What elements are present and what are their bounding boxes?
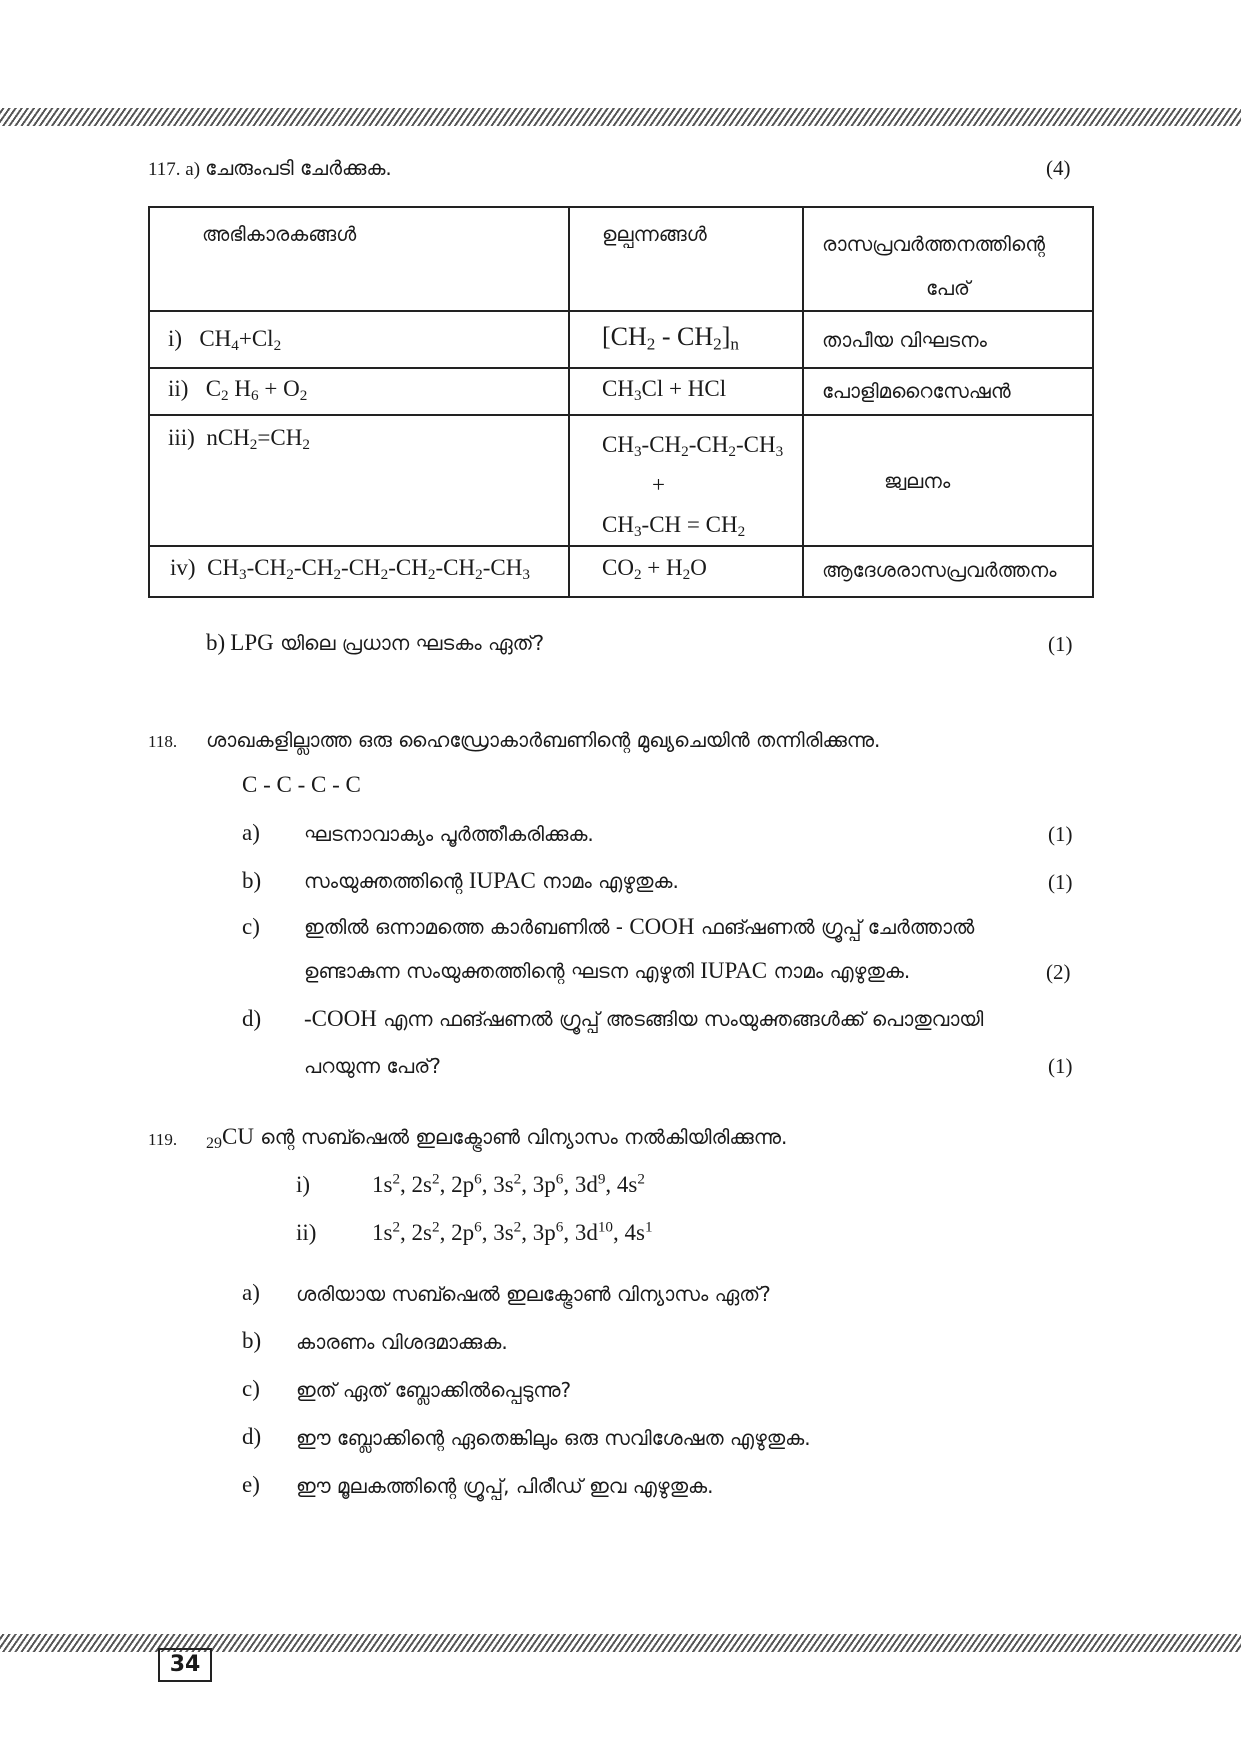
text-part: ന്റെ സബ്ഷെൽ ഇലക്ട്രോൺ വിന്യാസം നൽകിയിരിക്കുന്നു. — [253, 1125, 788, 1149]
q118c-label: c) — [242, 914, 260, 939]
q117b-label: b) — [206, 630, 226, 655]
q118d-line2: പറയുന്ന പേര്? — [304, 1054, 441, 1078]
formula-part: -CH — [435, 555, 476, 580]
formula-sub: 2 — [221, 386, 229, 404]
text-part: എന്ന ഫങ്ഷണൽ ഗ്രൂപ്പ് അടങ്ങിയ സംയുക്തങ്ങൾക്ക് പൊതുവായി — [376, 1007, 984, 1031]
formula-part: -CH — [341, 555, 381, 580]
row1-reactant — [149, 311, 569, 368]
text-part: സംയുക്തത്തിന്റെ — [304, 869, 469, 893]
formula-sub: 2 — [302, 435, 310, 453]
q119-opt1-config — [372, 1172, 645, 1198]
formula-part: nCH — [206, 425, 250, 450]
config-sup: 10 — [597, 1218, 613, 1236]
formula-part: H — [228, 376, 252, 401]
config-part: , 3d — [563, 1220, 598, 1245]
header-reaction-name — [803, 207, 1093, 311]
q117b-text: യിലെ പ്രധാന ഘടകം ഏത്? — [273, 631, 545, 655]
config-sup: 2 — [392, 1170, 401, 1188]
config-part: 1s — [372, 1220, 393, 1245]
formula-part: + H — [641, 555, 683, 580]
q119e-label: e) — [242, 1472, 260, 1497]
q119c-label: c) — [242, 1376, 260, 1401]
formula-sub: 3 — [775, 442, 784, 460]
row3-name: ജ്വലനം — [803, 415, 1093, 546]
row3-product — [569, 415, 803, 546]
q119a-label: a) — [242, 1280, 260, 1305]
formula-sub: 2 — [427, 565, 436, 583]
q118-text: ശാഖകളില്ലാത്ത ഒരു ഹൈഡ്രോകാർബണിന്റെ മുഖ്യചെയിൻ തന്നിരിക്കുന്നു. — [206, 728, 881, 752]
header-reaction-name-line2: പേര് — [926, 276, 970, 300]
config-part: , 3s — [481, 1220, 514, 1245]
q118d-label: d) — [242, 1006, 262, 1031]
q118c-line1 — [304, 914, 974, 940]
q117b-text-lpg: LPG — [230, 630, 274, 655]
config-part: , 2p — [439, 1220, 475, 1245]
formula-part: -CH — [293, 555, 334, 580]
row4-reactant — [149, 546, 569, 597]
config-sup: 2 — [432, 1170, 440, 1188]
row-label: iii) — [168, 425, 195, 450]
formula-part: Cl + HCl — [641, 376, 727, 401]
formula-sub: 3 — [633, 442, 642, 460]
text-iupac: IUPAC — [468, 868, 536, 893]
q119b-text: കാരണം വിശദമാക്കുക. — [296, 1330, 508, 1354]
text-part: ഉണ്ടാകുന്ന സംയുക്തത്തിന്റെ ഘടന എഴുതി — [304, 959, 701, 983]
text-cooh: -COOH — [304, 1006, 377, 1031]
formula-sub: 3 — [522, 565, 530, 583]
q118-number: 118. — [148, 732, 178, 751]
formula-part: + O — [258, 376, 300, 401]
formula-sub: 2 — [633, 565, 642, 583]
formula-sub: 2 — [713, 334, 722, 354]
formula-sub: 2 — [273, 336, 282, 354]
page-number: 34 — [158, 1648, 212, 1682]
row4-product — [569, 546, 803, 597]
atomic-number: 29 — [206, 1135, 222, 1152]
q118b-text — [304, 868, 679, 894]
formula-sub: 2 — [737, 522, 746, 540]
config-sup: 1 — [644, 1218, 653, 1236]
text-part: ഇതിൽ ഒന്നാമത്തെ കാർബണിൽ - — [304, 915, 630, 939]
table-row — [149, 415, 1093, 546]
header-reactants: അഭികാരകങ്ങൾ — [149, 207, 569, 311]
q119d-text: ഈ ബ്ലോക്കിന്റെ ഏതെങ്കിലും ഒരു സവിശേഷത എഴുതുക. — [296, 1426, 811, 1450]
q118b-label: b) — [242, 868, 262, 893]
q118c-marks: (2) — [1046, 960, 1071, 984]
formula-sub: n — [730, 334, 739, 354]
row3-reactant — [149, 415, 569, 546]
formula-sub: 2 — [475, 565, 483, 583]
row2-reactant — [149, 368, 569, 415]
table-row — [149, 546, 1093, 597]
formula-part: C — [205, 376, 222, 401]
formula-part: -CH — [388, 555, 428, 580]
config-sup: 2 — [637, 1170, 645, 1188]
formula-part: -CH — [641, 432, 682, 457]
q118a-text: ഘടനാവാക്യം പൂർത്തീകരിക്കുക. — [304, 822, 594, 846]
row-label: ii) — [168, 376, 189, 401]
text-part: നാമം എഴുതുക. — [767, 959, 911, 983]
config-sup: 2 — [432, 1218, 440, 1236]
q119e-text: ഈ മൂലകത്തിന്റെ ഗ്രൂപ്പ്, പിരീഡ് ഇവ എഴുതുക. — [296, 1474, 714, 1498]
formula-sub: 2 — [380, 565, 389, 583]
table-row — [149, 311, 1093, 368]
formula-part: +Cl — [238, 326, 274, 351]
formula-part: =CH — [257, 425, 303, 450]
formula-part: -CH — [246, 555, 287, 580]
q119-opt2-label: ii) — [296, 1220, 317, 1245]
q119-opt1-label: i) — [296, 1172, 311, 1197]
q118a-marks: (1) — [1048, 822, 1073, 846]
row-label: i) — [168, 326, 183, 351]
text-cooh: COOH — [629, 914, 695, 939]
q117b-marks: (1) — [1048, 632, 1073, 656]
formula-part: CH — [602, 512, 634, 537]
q118c-line2 — [304, 958, 910, 984]
formula-part: [CH — [602, 322, 647, 351]
formula-part: -CH — [482, 555, 523, 580]
table-header-row — [149, 207, 1093, 311]
q117-number: 117. a) — [148, 159, 201, 180]
formula-part: CH — [207, 555, 240, 580]
formula-sub: 3 — [633, 522, 642, 540]
formula-sub: 4 — [231, 336, 239, 354]
formula-part: O — [690, 555, 707, 580]
config-part: , 4s — [613, 1220, 645, 1245]
q119a-text: ശരിയായ സബ്ഷെൽ ഇലക്ട്രോൺ വിന്യാസം ഏത്? — [296, 1282, 771, 1306]
header-products: ഉല്പന്നങ്ങൾ — [569, 207, 803, 311]
formula-part: -CH — [688, 432, 729, 457]
formula-sub: 2 — [681, 442, 689, 460]
formula-sub: 2 — [333, 565, 342, 583]
q119-opt2-config — [372, 1220, 653, 1246]
formula-sub: 2 — [646, 334, 656, 354]
q118d-marks: (1) — [1048, 1054, 1073, 1078]
q117-marks: (4) — [1046, 156, 1071, 180]
config-sup: 2 — [513, 1170, 522, 1188]
config-part: , 3d — [563, 1172, 598, 1197]
config-sup: 6 — [474, 1170, 482, 1188]
row2-name: പോളിമറൈസേഷൻ — [803, 368, 1093, 415]
q119c-text: ഇത് ഏത് ബ്ലോക്കിൽപ്പെടുന്നു? — [296, 1378, 572, 1402]
config-part: , 2s — [400, 1172, 432, 1197]
formula-part: -CH = CH — [641, 512, 738, 537]
formula-sub: 6 — [251, 386, 259, 404]
config-part: , 3s — [481, 1172, 514, 1197]
header-reaction-name-line1: രാസപ്രവർത്തനത്തിന്റെ — [822, 232, 1046, 256]
config-part: 1s — [372, 1172, 393, 1197]
formula-part: CH — [199, 326, 232, 351]
reaction-match-table — [148, 206, 1094, 598]
q119-text — [206, 1124, 787, 1150]
config-sup: 2 — [513, 1218, 522, 1236]
q117-text: ചേരുംപടി ചേർക്കുക. — [205, 156, 392, 180]
formula-sub: 3 — [239, 565, 247, 583]
formula-part: CO — [602, 555, 634, 580]
q119b-label: b) — [242, 1328, 262, 1353]
element-symbol: CU — [222, 1124, 254, 1149]
config-part: , 4s — [605, 1172, 638, 1197]
config-part: , 3p — [521, 1172, 556, 1197]
config-sup: 9 — [597, 1170, 606, 1188]
config-sup: 2 — [392, 1218, 401, 1236]
row1-name: താപീയ വിഘടനം — [803, 311, 1093, 368]
config-part: , 2p — [439, 1172, 475, 1197]
row1-product — [569, 311, 803, 368]
q118-chain: C - C - C - C — [242, 772, 361, 797]
product-line-2 — [602, 505, 802, 545]
text-part: ഫങ്ഷണൽ ഗ്രൂപ്പ് ചേർത്താൽ — [694, 915, 975, 939]
product-plus: + — [652, 472, 665, 497]
product-line-1 — [602, 425, 802, 465]
row2-product — [569, 368, 803, 415]
formula-sub: 2 — [249, 435, 258, 453]
row4-name: ആദേശരാസപ്രവർത്തനം — [803, 546, 1093, 597]
text-iupac: IUPAC — [700, 958, 768, 983]
formula-part: - CH — [655, 322, 714, 351]
formula-sub: 2 — [728, 442, 736, 460]
formula-sub: 2 — [299, 386, 308, 404]
q119d-label: d) — [242, 1424, 262, 1449]
top-hatch-border — [0, 108, 1241, 126]
formula-part: ] — [721, 322, 731, 351]
formula-sub: 2 — [682, 565, 691, 583]
formula-part: CH — [602, 376, 634, 401]
table-row — [149, 368, 1093, 415]
config-sup: 6 — [555, 1170, 564, 1188]
config-sup: 6 — [555, 1218, 564, 1236]
config-part: , 2s — [400, 1220, 432, 1245]
q118d-line1 — [304, 1006, 983, 1032]
q117b — [206, 630, 544, 656]
q119-number: 119. — [148, 1130, 178, 1149]
formula-part: CH — [602, 432, 634, 457]
q117-heading — [148, 156, 392, 181]
q118b-marks: (1) — [1048, 870, 1073, 894]
formula-sub: 2 — [286, 565, 294, 583]
config-sup: 6 — [474, 1218, 482, 1236]
text-part: നാമം എഴുതുക. — [535, 869, 679, 893]
formula-part: -CH — [735, 432, 776, 457]
row-label: iv) — [170, 555, 196, 580]
q118a-label: a) — [242, 820, 260, 845]
config-part: , 3p — [521, 1220, 556, 1245]
formula-sub: 3 — [633, 386, 642, 404]
